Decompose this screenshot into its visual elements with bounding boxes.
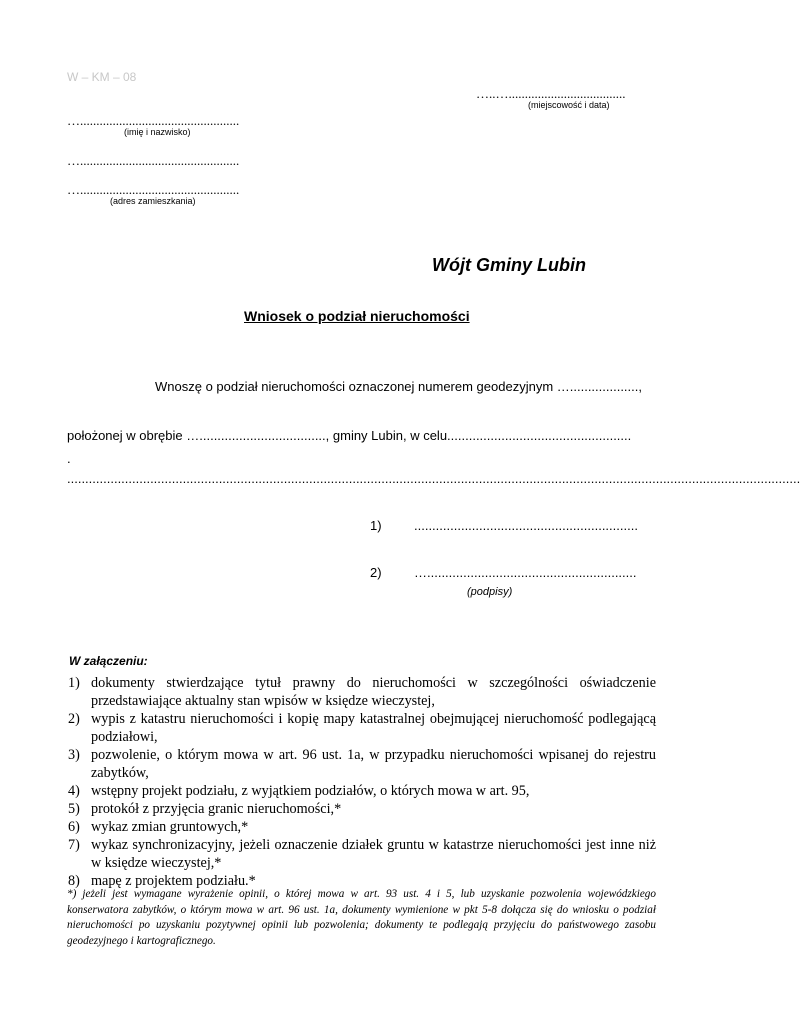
attachment-number: 6) — [68, 819, 80, 835]
address-caption: (adres zamieszkania) — [110, 196, 196, 206]
name-caption: (imię i nazwisko) — [124, 127, 191, 137]
attachment-item — [68, 710, 656, 746]
request-line-3: . — [67, 451, 71, 466]
attachment-text: wykaz synchronizacyjny, jeżeli oznaczenie działek gruntu w katastrze nieruchomości jest inne niż w księdze wieczystej,* — [91, 837, 656, 871]
attachment-number: 1) — [68, 675, 80, 691]
attachment-text: pozwolenie, o którym mowa w art. 96 ust. 1a, w przypadku nieruchomości wpisanej do rejestru zabytków, — [91, 747, 656, 781]
attachment-text: mapę z projektem podziału.* — [91, 873, 256, 889]
attachment-number: 4) — [68, 783, 80, 799]
address-field-1: …................................................. — [67, 153, 240, 168]
attachment-item — [68, 836, 656, 872]
attachment-number: 7) — [68, 837, 80, 853]
request-line-2: położonej w obrębie …..................................., gminy Lubin, w celu................................................... — [67, 428, 632, 443]
signature-1-field: .............................................................. — [414, 518, 638, 533]
signatures-caption: (podpisy) — [467, 586, 513, 598]
form-code: W – KM – 08 — [67, 70, 137, 84]
signature-2-field: ….......................................................... — [414, 565, 637, 580]
request-line-4: ........................................................................................................................................................................................................... — [67, 471, 800, 486]
attachment-item — [68, 800, 656, 818]
name-field: …................................................. — [67, 113, 240, 128]
attachments-list — [68, 674, 656, 890]
attachment-number: 2) — [68, 711, 80, 727]
request-line-1: Wnoszę o podział nieruchomości oznaczonej numerem geodezyjnym …..................., — [155, 379, 642, 394]
attachment-number: 3) — [68, 747, 80, 763]
attachment-text: dokumenty stwierdzające tytuł prawny do nieruchomości w szczególności oświadczenie przedstawiające aktualny stan wpisów w księdze wieczystej, — [91, 675, 656, 709]
attachment-text: wykaz zmian gruntowych,* — [91, 819, 249, 835]
attachment-text: wstępny projekt podziału, z wyjątkiem podziałów, o których mowa w art. 95, — [91, 783, 530, 799]
document-title: Wniosek o podział nieruchomości — [244, 308, 470, 324]
attachment-number: 5) — [68, 801, 80, 817]
attachment-number: 8) — [68, 873, 80, 889]
attachment-item — [68, 818, 656, 836]
attachment-item — [68, 674, 656, 710]
attachments-heading: W załączeniu: — [69, 654, 148, 668]
place-date-caption: (miejscowość i data) — [528, 100, 610, 110]
attachment-item — [68, 746, 656, 782]
footnote: *) jeżeli jest wymagane wyrażenie opinii, o której mowa w art. 93 ust. 4 i 5, lub uzyskanie pozwolenia wojewódzkiego konserwatora zabytków, o którym mowa w art. 96 ust. 1a, dokumenty wymienione w pkt 5-8 dołącza się do wniosku o podział nieruchomości po uzyskaniu pozytywnej opinii lub pozwolenia; dokumenty te podlegają przyjęciu do państwowego zasobu geodezyjnego i kartograficznego. — [67, 888, 656, 947]
signature-2-number: 2) — [370, 565, 382, 580]
recipient: Wójt Gminy Lubin — [432, 255, 586, 275]
address-field-2: …................................................. — [67, 182, 240, 197]
attachment-text: protokół z przyjęcia granic nieruchomości,* — [91, 801, 342, 817]
attachment-item — [68, 782, 656, 800]
signature-1-number: 1) — [370, 518, 382, 533]
place-date-field: …..….................................... — [476, 86, 626, 101]
attachment-text: wypis z katastru nieruchomości i kopię mapy katastralnej obejmującej nieruchomość podlegającą podziałowi, — [91, 711, 656, 745]
